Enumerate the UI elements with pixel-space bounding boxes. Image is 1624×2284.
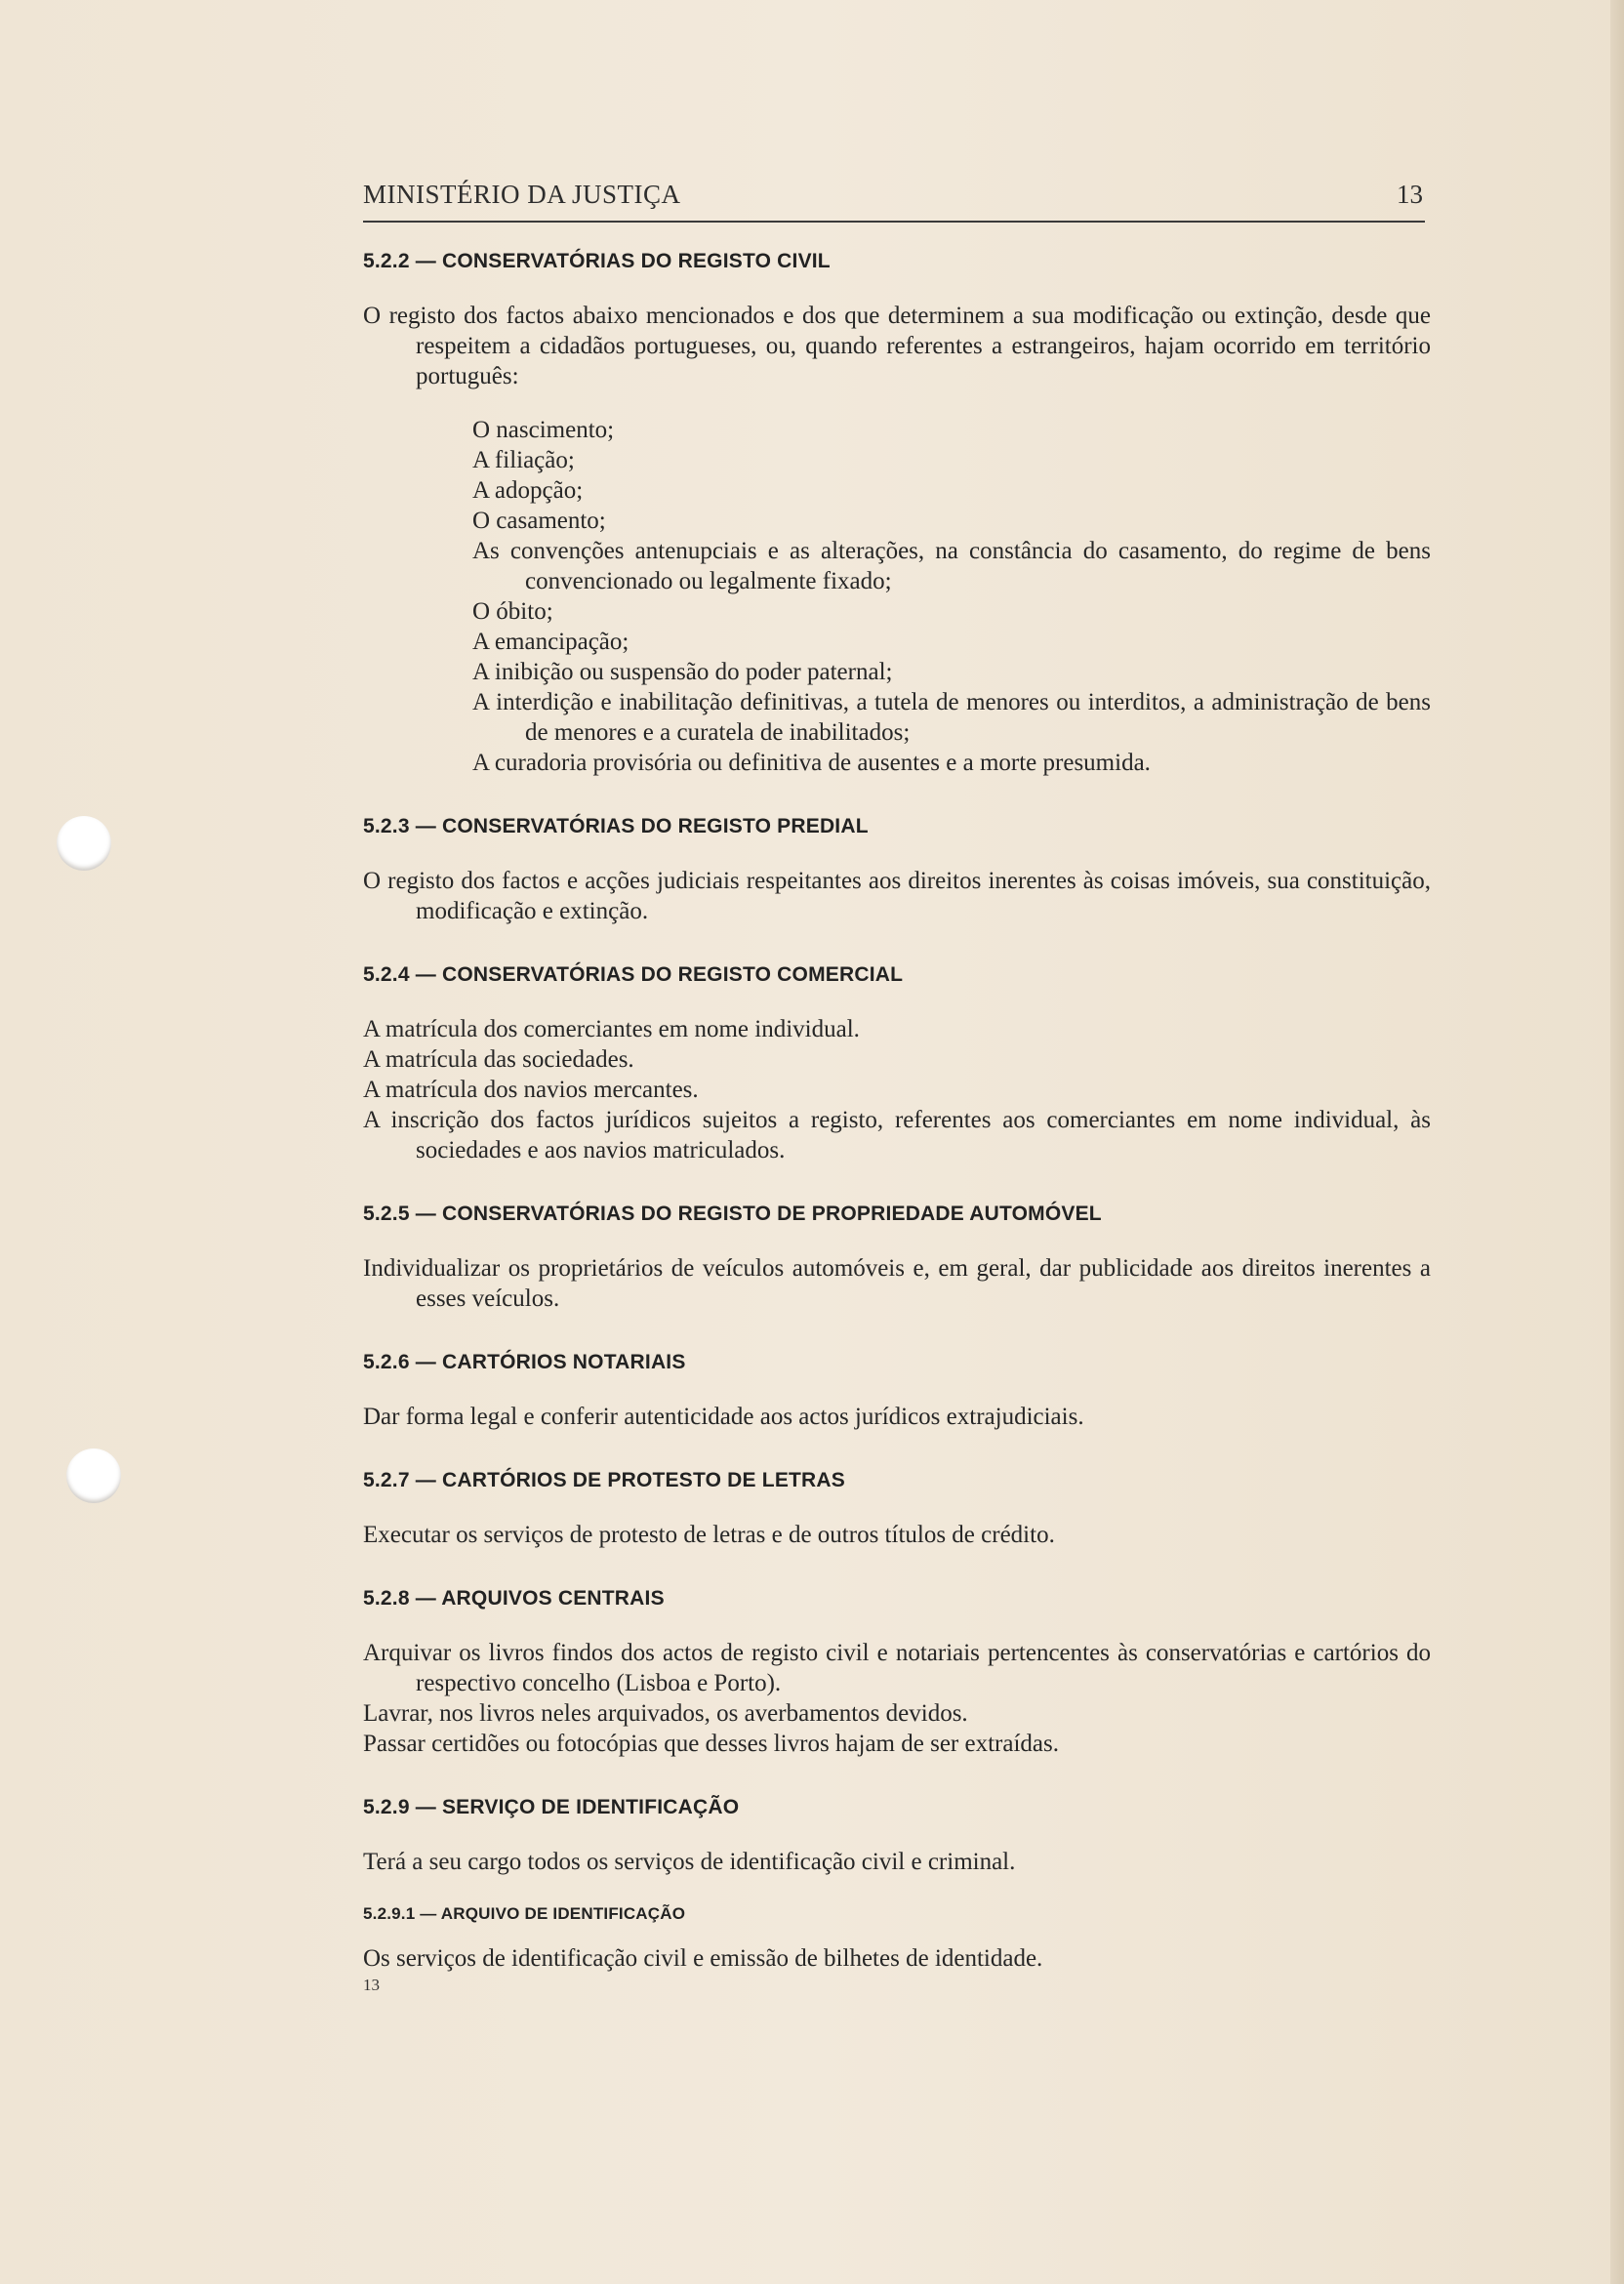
section-heading: 5.2.4 — CONSERVATÓRIAS DO REGISTO COMERCIAL [363,963,904,986]
list-item: A emancipação; [472,629,629,655]
section-line: A matrícula das sociedades. [363,1046,634,1073]
footer-page-number: 13 [363,1976,380,1994]
section-line: Dar forma legal e conferir autenticidade aos actos jurídicos extrajudiciais. [363,1404,1084,1430]
section-5-2-6 [363,1351,1431,1432]
section-heading: 5.2.9 — SERVIÇO DE IDENTIFICAÇÃO [363,1796,740,1818]
section-5-2-4 [363,963,1431,1165]
section-line: A inscrição dos factos jurídicos sujeitos a registo, referentes aos comerciantes em nome individual, às sociedades e aos navios matriculados. [363,1107,1431,1163]
section-line: Os serviços de identificação civil e emissão de bilhetes de identidade. [363,1945,1043,1972]
section-5-2-8 [363,1587,1431,1759]
section-heading: 5.2.8 — ARQUIVOS CENTRAIS [363,1587,665,1610]
list-item: A interdição e inabilitação definitivas, a tutela de menores ou interditos, a administração de bens de menores e a curatela de inabilitados; [472,689,1431,746]
section-5-2-9-1 [363,1904,1431,1974]
section-line: Executar os serviços de protesto de letras e de outros títulos de crédito. [363,1522,1055,1548]
header-page-number: 13 [1397,180,1423,209]
punch-hole [66,1448,121,1503]
section-line: A matrícula dos comerciantes em nome individual. [363,1016,860,1042]
section-line: Terá a seu cargo todos os serviços de identificação civil e criminal. [363,1849,1016,1875]
section-5-2-5 [363,1203,1431,1314]
punch-hole [57,816,111,871]
header-title: MINISTÉRIO DA JUSTIÇA [363,180,681,209]
page-edge [1610,0,1624,2284]
section-5-2-3 [363,815,1431,926]
list-item: A adopção; [472,477,584,504]
page-header [363,180,1425,223]
list-item: A curadoria provisória ou definitiva de ausentes e a morte presumida. [472,750,1151,776]
section-heading: 5.2.9.1 — ARQUIVO DE IDENTIFICAÇÃO [363,1904,686,1923]
section-intro: O registo dos factos abaixo mencionados e dos que determinem a sua modificação ou extinção, desde que respeitem a cidadãos portugueses, ou, quando referentes a estrangeiros, hajam ocorrido em território português: [363,303,1431,389]
section-heading: 5.2.7 — CARTÓRIOS DE PROTESTO DE LETRAS [363,1469,845,1491]
section-heading: 5.2.6 — CARTÓRIOS NOTARIAIS [363,1351,686,1373]
document-body [363,250,1431,1995]
section-5-2-2 [363,250,1431,778]
facts-list [472,415,1431,778]
section-5-2-7 [363,1469,1431,1550]
section-line: Passar certidões ou fotocópias que desses livros hajam de ser extraídas. [363,1731,1059,1757]
section-line: Arquivar os livros findos dos actos de registo civil e notariais pertencentes às conservatórias e cartórios do respectivo concelho (Lisboa e Porto). [363,1640,1431,1696]
section-5-2-9 [363,1796,1431,1877]
list-item: A inibição ou suspensão do poder paternal; [472,659,893,685]
section-heading: 5.2.3 — CONSERVATÓRIAS DO REGISTO PREDIAL [363,815,869,837]
list-item: O nascimento; [472,417,615,443]
list-item: As convenções antenupciais e as alterações, na constância do casamento, do regime de bens convencionado ou legalmente fixado; [472,538,1431,594]
list-item: O óbito; [472,598,553,625]
list-item: A filiação; [472,447,575,473]
section-heading: 5.2.2 — CONSERVATÓRIAS DO REGISTO CIVIL [363,250,831,272]
section-heading: 5.2.5 — CONSERVATÓRIAS DO REGISTO DE PROPRIEDADE AUTOMÓVEL [363,1203,1102,1225]
section-line: Individualizar os proprietários de veículos automóveis e, em geral, dar publicidade aos direitos inerentes a esses veículos. [363,1255,1431,1312]
section-line: O registo dos factos e acções judiciais respeitantes aos direitos inerentes às coisas imóveis, sua constituição, modificação e extinção. [363,868,1431,924]
section-line: Lavrar, nos livros neles arquivados, os averbamentos devidos. [363,1700,968,1727]
list-item: O casamento; [472,508,606,534]
section-line: A matrícula dos navios mercantes. [363,1077,699,1103]
